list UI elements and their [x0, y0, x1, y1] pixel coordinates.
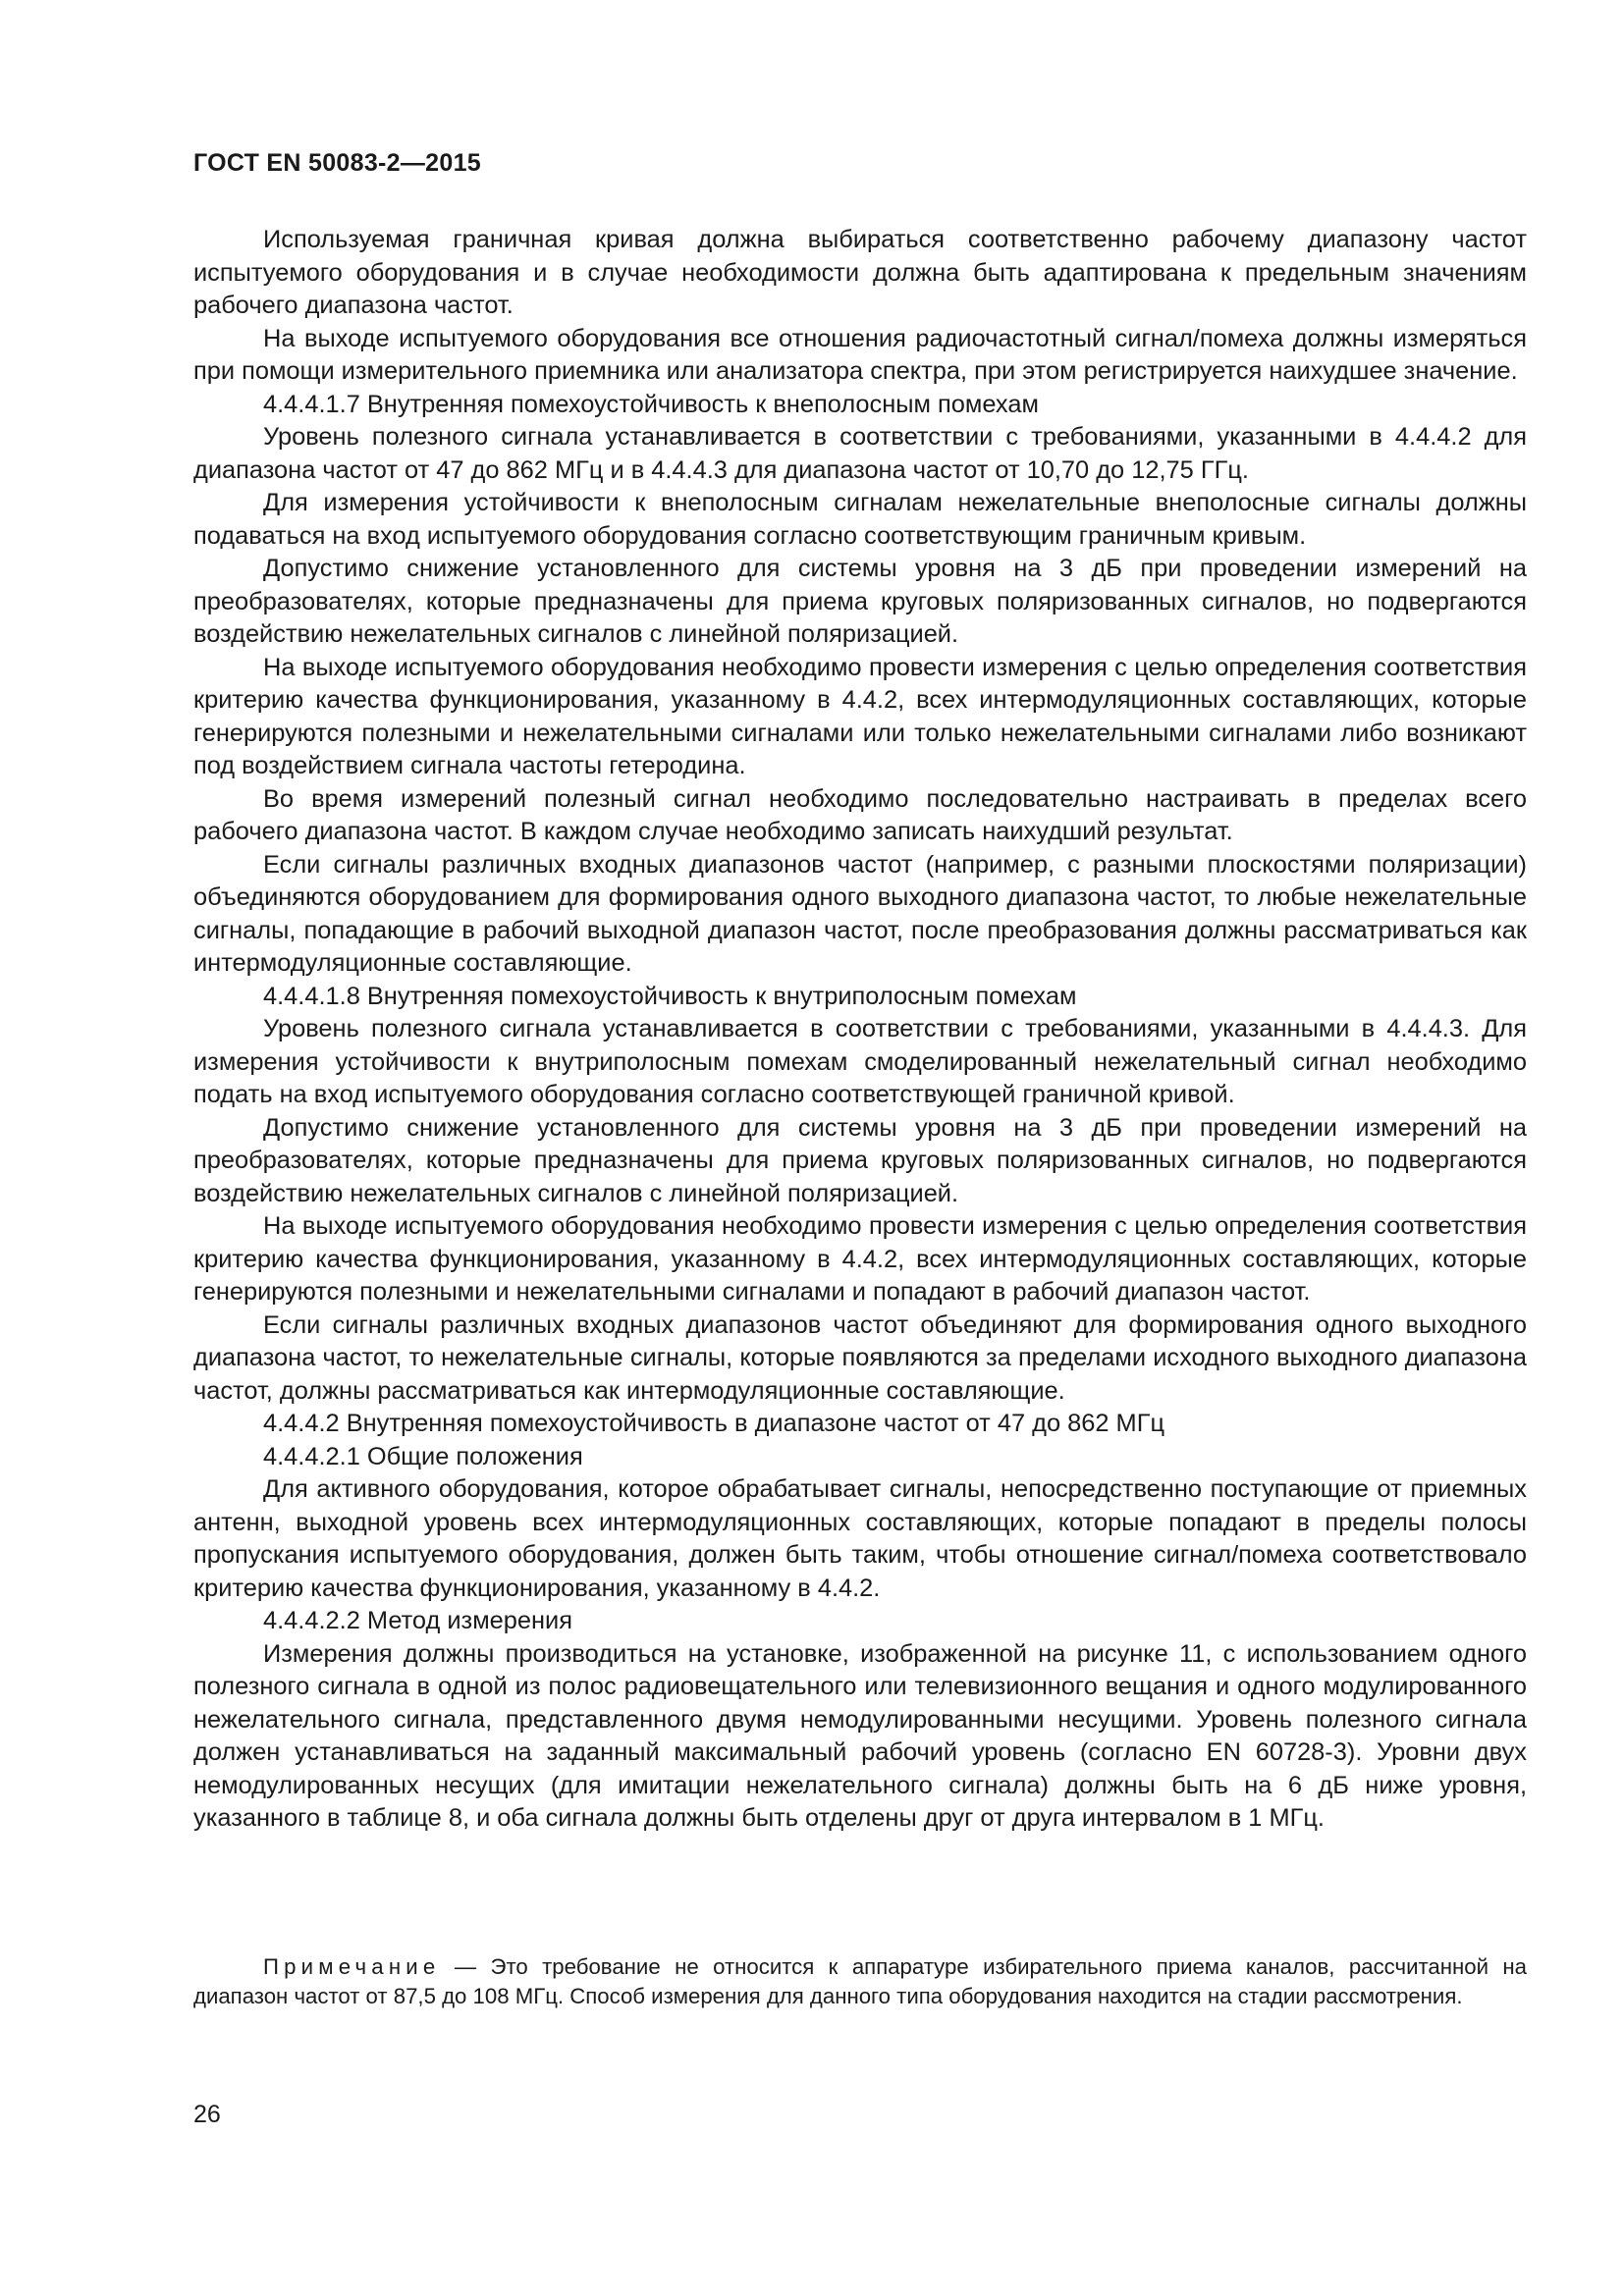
- paragraph: Для измерения устойчивости к внеполосным сигналам нежелательные внеполосные сигналы должны подаваться на вход испытуемого оборудования согласно соответствующим граничным кривым.: [193, 489, 1527, 550]
- note-paragraph: [193, 1952, 1527, 2010]
- paragraph: Если сигналы различных входных диапазонов частот объединяют для формирования одного выходного диапазона частот, то нежелательные сигналы, которые появляются за пределами исходного выходного диапазона частот, должны рассматриваться как интермодуляционные составляющие.: [193, 1310, 1527, 1405]
- body-text: [193, 224, 1527, 1836]
- note-label: Примечание: [263, 1954, 441, 1979]
- paragraph: Уровень полезного сигнала устанавливается в соответствии с требованиями, указанными в 4.4.4.3. Для измерения устойчивости к внутриполосным помехам смоделированный нежелательный сигнал необходимо подать на вход испытуемого оборудования согласно соответствующей граничной кривой.: [193, 1015, 1527, 1108]
- section-heading: 4.4.4.2 Внутренняя помехоустойчивость в диапазоне частот от 47 до 862 МГц: [263, 1410, 1165, 1437]
- paragraph: Измерения должны производиться на установке, изображенной на рисунке 11, с использованием одного полезного сигнала в одной из полос радиовещательного или телевизионного вещания и одного модулированного нежелательного сигнала, представленного двумя немодулированными несущими. Уровень полезного сигнала должен устанавливаться на заданный максимальный рабочий уровень (согласно EN 60728-3). Уровни двух немодулированных несущих (для имитации нежелательного сигнала) должны быть на 6 дБ ниже уровня, указанного в таблице 8, и оба сигнала должны быть отделены друг от друга интервалом в 1 МГц.: [193, 1639, 1527, 1832]
- paragraph: На выходе испытуемого оборудования все отношения радиочастотный сигнал/помеха должны измеряться при помощи измерительного приемника или анализатора спектра, при этом регистрируется наихудшее значение.: [193, 324, 1527, 385]
- document-header: ГОСТ EN 50083-2—2015: [193, 149, 481, 177]
- section-heading: 4.4.4.2.1 Общие положения: [263, 1442, 583, 1470]
- paragraph: Во время измерений полезный сигнал необходимо последовательно настраивать в пределах всего рабочего диапазона частот. В каждом случае необходимо записать наихудший результат.: [193, 784, 1527, 845]
- page-number: 26: [193, 2101, 221, 2128]
- paragraph: На выходе испытуемого оборудования необходимо провести измерения с целью определения соответствия критерию качества функционирования, указанному в 4.4.2, всех интермодуляционных составляющих, которые генерируются полезными и нежелательными сигналами и попадают в рабочий диапазон частот.: [193, 1212, 1527, 1306]
- note: [193, 1952, 1527, 2010]
- paragraph: Если сигналы различных входных диапазонов частот (например, с разными плоскостями поляризации) объединяются оборудованием для формирования одного выходного диапазона частот, то любые нежелательные сигналы, попадающие в рабочий выходной диапазон частот, после преобразования должны рассматриваться как интермодуляционные составляющие.: [193, 850, 1527, 977]
- paragraph: Уровень полезного сигнала устанавливается в соответствии с требованиями, указанными в 4.4.4.2 для диапазона частот от 47 до 862 МГц и в 4.4.4.3 для диапазона частот от 10,70 до 12,75 ГГц.: [193, 423, 1527, 484]
- section-heading: 4.4.4.2.2 Метод измерения: [263, 1607, 572, 1634]
- note-text: — Это требование не относится к аппаратуре избирательного приема каналов, рассчитанной на диапазон частот от 87,5 до 108 МГц. Способ измерения для данного типа оборудования находится на стадии рассмотрения.: [193, 1954, 1527, 2008]
- paragraph: На выходе испытуемого оборудования необходимо провести измерения с целью определения соответствия критерию качества функционирования, указанному в 4.4.2, всех интермодуляционных составляющих, которые генерируются полезными и нежелательными сигналами или только нежелательными сигналами либо возникают под воздействием сигнала частоты гетеродина.: [193, 653, 1527, 779]
- paragraph: Допустимо снижение установленного для системы уровня на 3 дБ при проведении измерений на преобразователях, которые предназначены для приема круговых поляризованных сигналов, но подвергаются воздействию нежелательных сигналов с линейной поляризацией.: [193, 1113, 1527, 1207]
- section-heading: 4.4.4.1.7 Внутренняя помехоустойчивость к внеполосным помехам: [263, 390, 1039, 418]
- paragraph: Используемая граничная кривая должна выбираться соответственно рабочему диапазону частот испытуемого оборудования и в случае необходимости должна быть адаптирована к предельным значениям рабочего диапазона частот.: [193, 226, 1527, 319]
- section-heading: 4.4.4.1.8 Внутренняя помехоустойчивость к внутриполосным помехам: [263, 982, 1077, 1010]
- paragraph: Для активного оборудования, которое обрабатывает сигналы, непосредственно поступающие от приемных антенн, выходной уровень всех интермодуляционных составляющих, которые попадают в пределы полосы пропускания испытуемого оборудования, должен быть таким, чтобы отношение сигнал/помеха соответствовало критерию качества функционирования, указанному в 4.4.2.: [193, 1475, 1527, 1602]
- paragraph: Допустимо снижение установленного для системы уровня на 3 дБ при проведении измерений на преобразователях, которые предназначены для приема круговых поляризованных сигналов, но подвергаются воздействию нежелательных сигналов с линейной поляризацией.: [193, 555, 1527, 648]
